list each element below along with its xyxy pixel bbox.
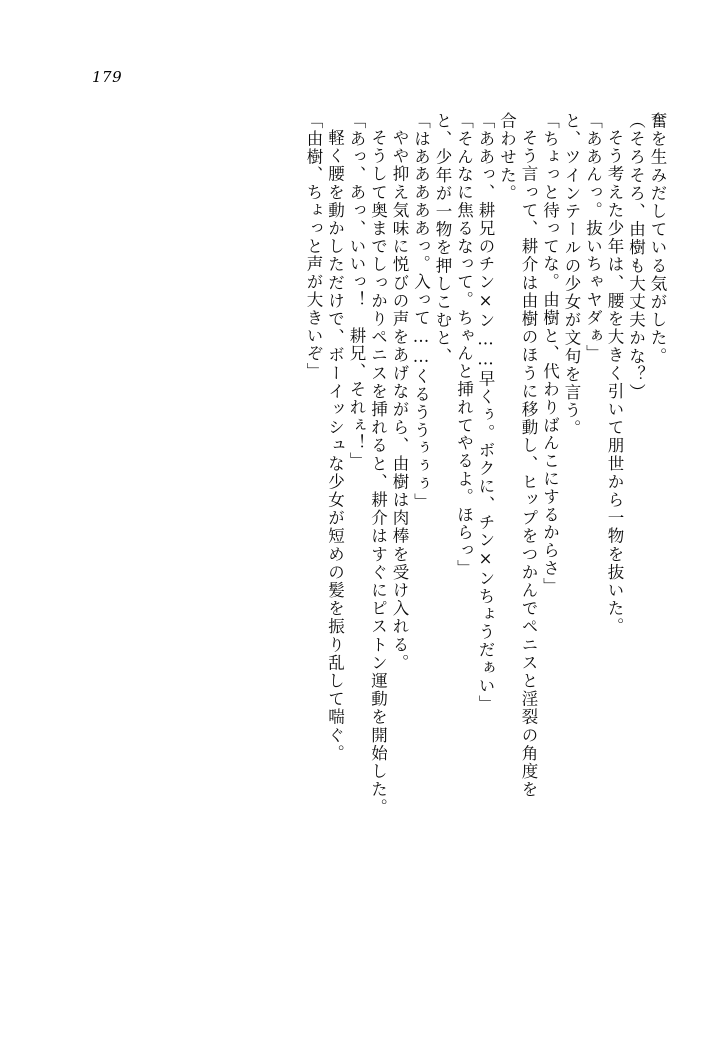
text-line: 合わせた。 [497, 112, 517, 203]
page-number: 179 [92, 68, 123, 86]
text-line: 「あっ、あっ、いいっ！ 耕兄、それぇ！」 [347, 112, 366, 470]
text-line: やや抑え気味に悦びの声をあげながら、由樹は肉棒を受け入れる。 [390, 129, 409, 672]
text-line: そう言って、耕介は由樹のほうに移動し、ヒップをつかんでペニスと淫裂の角度を [519, 129, 538, 799]
text-line: と、少年が一物を押しこむと、 [433, 112, 452, 366]
text-line: 「由樹、ちょっと声が大きいぞ」 [304, 112, 323, 381]
text-line: そう考えた少年は、腰を大きく引いて朋世から一物を抜いた。 [605, 129, 624, 636]
text-line: そうして奥までしっかりペニスを挿れると、耕介はすぐにピストン運動を開始した。 [368, 129, 388, 817]
text-line: 軽く腰を動かしただけで、ボーイッシュな少女が短めの髪を振り乱して喘ぐ。 [325, 129, 345, 763]
text-line: （そろそろ、由樹も大丈夫かな？） [626, 112, 646, 402]
text-line: と、ツインテールの少女が文句を言う。 [562, 112, 581, 438]
text-line: 「はあああああっ。入って……くるううぅぅぅ」 [411, 112, 431, 511]
text-line: 「ああっ、耕兄のチン×ン……早くぅ。ボクに、チン×ンちょうだぁい」 [476, 112, 495, 713]
vertical-text-body [60, 112, 665, 992]
text-line: 「ちょっと待ってな。由樹と、代わりばんこにするからさ」 [540, 112, 560, 596]
text-line: 奮を生みだしている気がした。 [648, 112, 667, 366]
text-line: 「そんなに焦るなって。ちゃんと挿れてやるよ。ほらっ」 [454, 112, 474, 578]
text-line: 「ああんっ。抜いちゃヤダぁ」 [583, 112, 603, 363]
